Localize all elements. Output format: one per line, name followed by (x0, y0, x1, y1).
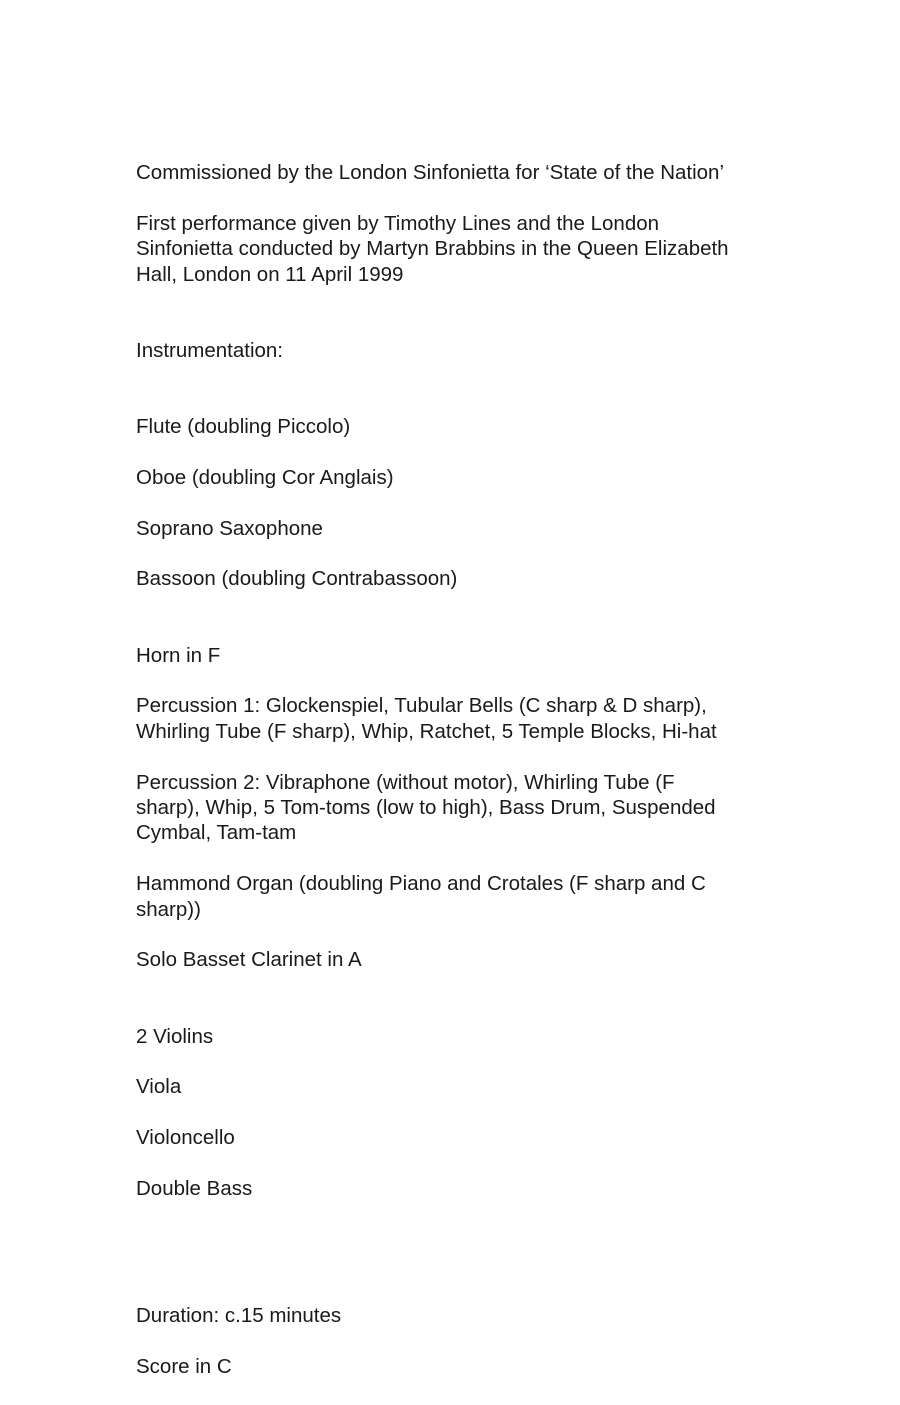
horn-line: Horn in F (136, 643, 221, 667)
instrument-line: Soprano Saxophone (136, 516, 323, 540)
instrument-line: Bassoon (doubling Contrabassoon) (136, 567, 458, 591)
instrumentation-heading: Instrumentation: (136, 338, 283, 362)
instrument-line: Viola (136, 1075, 182, 1099)
score-line: Score in C (136, 1354, 232, 1378)
commission-note: Commissioned by the London Sinfonietta for ‘State of the Nation’ (136, 161, 725, 184)
percussion-2-line: Percussion 2: Vibraphone (without motor), Whirling Tube (F sharp), Whip, 5 Tom-toms (low to high), Bass Drum, Suspended Cymbal, Tam-tam (136, 770, 716, 845)
woodwinds-list (136, 389, 816, 618)
instrument-line: Oboe (doubling Cor Anglais) (136, 465, 394, 489)
soloist-line: Solo Basset Clarinet in A (136, 948, 362, 972)
instrument-line: 2 Violins (136, 1024, 214, 1048)
duration-line: Duration: c.15 minutes (136, 1304, 342, 1328)
first-performance-note: First performance given by Timothy Lines and the London Sinfonietta conducted by Martyn Brabbins in the Queen Elizabeth Hall, London on 11 April 1999 (136, 211, 729, 286)
instrument-line: Violoncello (136, 1126, 235, 1150)
percussion-1-line: Percussion 1: Glockenspiel, Tubular Bells (C sharp & D sharp), Whirling Tube (F sharp), Whip, Ratchet, 5 Temple Blocks, Hi-hat (136, 694, 717, 743)
instrument-line: Double Bass (136, 1177, 253, 1201)
programme-notes (136, 160, 816, 1405)
keyboard-line: Hammond Organ (doubling Piano and Crotales (F sharp and C sharp)) (136, 872, 706, 921)
strings-list (136, 998, 816, 1227)
instrument-line: Flute (doubling Piccolo) (136, 415, 351, 439)
